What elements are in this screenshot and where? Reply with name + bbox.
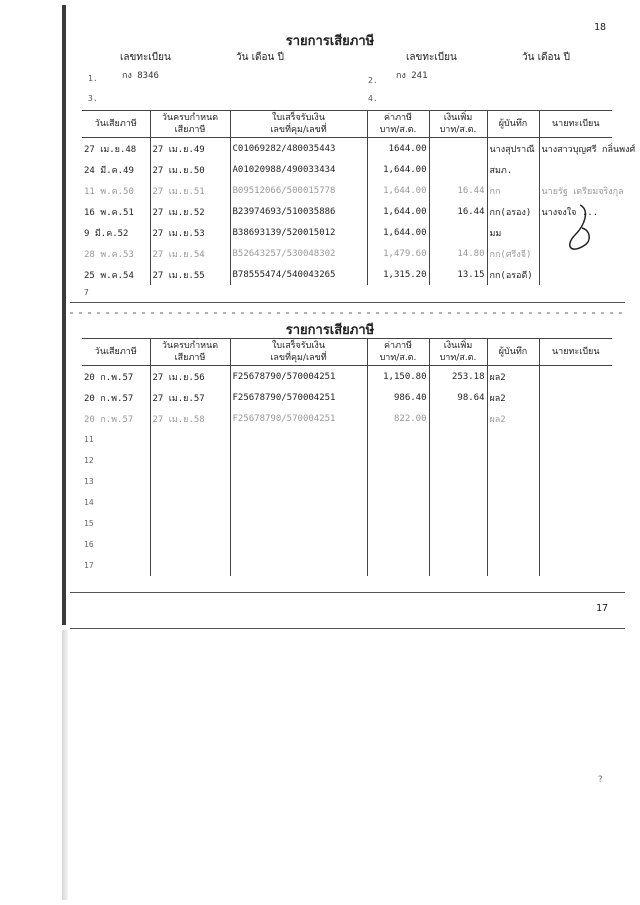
date-header-right: วัน เดือน ปี [522, 52, 570, 63]
table-row [82, 243, 612, 264]
tax-cell: 1,644.00 [367, 180, 429, 201]
line-number-3: 3. [88, 94, 98, 103]
registration-value-2: กง 241 [396, 71, 428, 81]
registration-header-left: เลขทะเบียน [120, 52, 171, 63]
tax-cell: 1,479.60 [367, 243, 429, 264]
registrar-cell [539, 159, 612, 180]
extra-cell [429, 534, 487, 555]
registrar-cell: นางจงใจ ... [541, 207, 599, 218]
due-date-cell [150, 429, 230, 450]
due-date-cell: 27 เม.ย.51 [150, 180, 230, 201]
table-row [82, 471, 612, 492]
tax-cell: 1,315.20 [367, 264, 429, 285]
recorder-cell [487, 555, 539, 576]
receipt-cell: F25678790/570004251 [230, 387, 367, 408]
receipt-cell [230, 429, 367, 450]
col-header-recorder: ผู้บันทึก [487, 339, 539, 366]
tax-cell: 1644.00 [367, 138, 429, 160]
col-header-recorder: ผู้บันทึก [487, 111, 539, 138]
table-row [82, 429, 612, 450]
extra-cell: 14.80 [429, 243, 487, 264]
date-header-left: วัน เดือน ปี [236, 52, 284, 63]
table-row [82, 387, 612, 408]
page-edge-line [70, 628, 625, 629]
registration-value-1: กง 8346 [122, 71, 159, 81]
extra-cell [429, 450, 487, 471]
tax-cell: 1,644.00 [367, 159, 429, 180]
table-header-row [82, 111, 612, 138]
table-row [82, 180, 612, 201]
paid-date-cell: 20 ก.พ.57 [82, 387, 150, 408]
tax-cell [367, 471, 429, 492]
recorder-cell: ผล2 [487, 387, 539, 408]
paid-date-cell: 27 เม.ย.48 [82, 138, 150, 160]
registrar-cell [539, 492, 612, 513]
recorder-cell: กก(อรอดี) [487, 264, 539, 285]
extra-cell [429, 408, 487, 429]
col-header-receipt: ใบเสร็จรับเงิน เลขที่คุม/เลขที่ [230, 111, 367, 138]
top-section-title: รายการเสียภาษี [285, 34, 375, 49]
receipt-cell: B52643257/530048302 [230, 243, 367, 264]
tax-cell: 986.40 [367, 387, 429, 408]
registrar-cell [539, 264, 612, 285]
table-row [82, 492, 612, 513]
recorder-cell [487, 450, 539, 471]
col-header-tax: ค่าภาษี บาท/ส.ต. [367, 339, 429, 366]
registrar-cell [539, 513, 612, 534]
extra-cell [429, 492, 487, 513]
recorder-cell [487, 534, 539, 555]
paid-date-cell: 11 พ.ค.50 [82, 180, 150, 201]
registration-header-right: เลขทะเบียน [406, 52, 457, 63]
col-header-tax: ค่าภาษี บาท/ส.ต. [367, 111, 429, 138]
receipt-cell [230, 492, 367, 513]
paid-date-cell: 25 พ.ค.54 [82, 264, 150, 285]
table-row [82, 408, 612, 429]
due-date-cell: 27 เม.ย.58 [150, 408, 230, 429]
receipt-cell [230, 450, 367, 471]
recorder-cell [487, 471, 539, 492]
table-row [82, 513, 612, 534]
tax-table-bottom [82, 338, 612, 576]
scan-border-left [62, 5, 66, 625]
due-date-cell: 27 เม.ย.57 [150, 387, 230, 408]
tax-cell [367, 492, 429, 513]
recorder-cell: มม [487, 222, 539, 243]
extra-cell [429, 159, 487, 180]
receipt-cell [230, 534, 367, 555]
registrar-cell [539, 555, 612, 576]
paid-date-cell: 16 พ.ค.51 [82, 201, 150, 222]
col-header-due-date: วันครบกำหนด เสียภาษี [150, 339, 230, 366]
paid-date-cell: 14 [82, 492, 150, 513]
paid-date-cell: 17 [82, 555, 150, 576]
registrar-cell [539, 408, 612, 429]
due-date-cell [150, 513, 230, 534]
tax-table-top [82, 110, 636, 285]
paid-date-cell: 9 มี.ค.52 [82, 222, 150, 243]
recorder-cell: กก(ศรีงจี) [487, 243, 539, 264]
table-row [82, 159, 612, 180]
receipt-cell: F25678790/570004251 [230, 366, 367, 388]
tax-cell [367, 555, 429, 576]
top-section-bottom-rule [70, 302, 625, 303]
extra-cell [429, 138, 487, 160]
receipt-cell: C01069282/480035443 [230, 138, 367, 160]
paid-date-cell: 20 ก.พ.57 [82, 408, 150, 429]
table-row [82, 138, 612, 160]
tax-cell [367, 429, 429, 450]
tax-cell: 1,150.80 [367, 366, 429, 388]
tax-cell: 1,644.00 [367, 222, 429, 243]
extra-cell [429, 429, 487, 450]
scan-speck: ? [598, 775, 603, 785]
section-divider [70, 308, 625, 318]
paid-date-cell: 11 [82, 429, 150, 450]
due-date-cell: 27 เม.ย.53 [150, 222, 230, 243]
line-number-4: 4. [368, 94, 378, 103]
paid-date-cell: 13 [82, 471, 150, 492]
recorder-cell: สมภ. [487, 159, 539, 180]
due-date-cell [150, 450, 230, 471]
recorder-cell [487, 492, 539, 513]
col-header-due-date: วันครบกำหนด เสียภาษี [150, 111, 230, 138]
registrar-cell [539, 534, 612, 555]
recorder-cell: กก(อรอง) [487, 201, 539, 222]
paid-date-cell: 20 ก.พ.57 [82, 366, 150, 388]
receipt-cell: B09512066/500015778 [230, 180, 367, 201]
due-date-cell [150, 471, 230, 492]
registrar-cell [539, 366, 612, 388]
col-header-extra: เงินเพิ่ม บาท/ส.ต. [429, 339, 487, 366]
extra-cell: 16.44 [429, 180, 487, 201]
paid-date-cell: 24 มี.ค.49 [82, 159, 150, 180]
registrar-cell [539, 471, 612, 492]
col-header-registrar: นายทะเบียน [539, 339, 612, 366]
registrar-cell [539, 387, 612, 408]
paid-date-cell: 12 [82, 450, 150, 471]
due-date-cell [150, 555, 230, 576]
col-header-registrar: นายทะเบียน [539, 111, 612, 138]
tax-cell [367, 534, 429, 555]
tax-cell: 1,644.00 [367, 201, 429, 222]
table-row [82, 366, 612, 388]
receipt-cell: B78555474/540043265 [230, 264, 367, 285]
line-number-1: 1. [88, 74, 98, 83]
recorder-cell: ผล2 [487, 408, 539, 429]
due-date-cell: 27 เม.ย.50 [150, 159, 230, 180]
recorder-cell: กก [487, 180, 539, 201]
extra-cell [429, 222, 487, 243]
table-row [82, 222, 612, 243]
receipt-cell: F25678790/570004251 [230, 408, 367, 429]
registrar-cell: นายรัฐ เตรียมจริงกุล [541, 186, 624, 197]
table-row [82, 450, 612, 471]
page-number-top: 18 [594, 22, 607, 33]
extra-cell [429, 555, 487, 576]
col-header-paid-date: วันเสียภาษี [82, 111, 150, 138]
receipt-cell [230, 513, 367, 534]
col-header-receipt: ใบเสร็จรับเงิน เลขที่คุม/เลขที่ [230, 339, 367, 366]
receipt-cell: A01020988/490033434 [230, 159, 367, 180]
line-number-2: 2. [368, 76, 378, 85]
paid-date-cell: 16 [82, 534, 150, 555]
table-row [82, 534, 612, 555]
receipt-cell [230, 555, 367, 576]
due-date-cell [150, 534, 230, 555]
paid-date-cell: 28 พ.ค.53 [82, 243, 150, 264]
extra-cell: 13.15 [429, 264, 487, 285]
tax-cell [367, 513, 429, 534]
due-date-cell: 27 เม.ย.56 [150, 366, 230, 388]
extra-cell [429, 513, 487, 534]
due-date-cell: 27 เม.ย.54 [150, 243, 230, 264]
extra-cell [429, 471, 487, 492]
registrar-cell [539, 429, 612, 450]
recorder-cell [487, 429, 539, 450]
table-row [82, 555, 612, 576]
recorder-cell: นางสุปราณี [487, 138, 539, 160]
table-header-row [82, 339, 612, 366]
col-header-extra: เงินเพิ่ม บาท/ส.ต. [429, 111, 487, 138]
col-header-paid-date: วันเสียภาษี [82, 339, 150, 366]
bottom-section-title: รายการเสียภาษี [285, 323, 375, 338]
scan-border-shadow [62, 630, 68, 900]
recorder-cell [487, 513, 539, 534]
recorder-cell: ผล2 [487, 366, 539, 388]
tax-cell [367, 450, 429, 471]
extra-cell: 98.64 [429, 387, 487, 408]
tax-cell: 822.00 [367, 408, 429, 429]
registrar-cell: นางสาวบุญศรี กลิ่นพงศ์ [541, 144, 636, 155]
table-row [82, 201, 612, 222]
receipt-cell: B23974693/510035886 [230, 201, 367, 222]
bottom-section-bottom-rule [70, 592, 625, 593]
due-date-cell: 27 เม.ย.55 [150, 264, 230, 285]
table-row [82, 264, 612, 285]
extra-cell: 253.18 [429, 366, 487, 388]
due-date-cell [150, 492, 230, 513]
extra-cell: 16.44 [429, 201, 487, 222]
due-date-cell: 27 เม.ย.49 [150, 138, 230, 160]
receipt-cell [230, 471, 367, 492]
line-number-7: 7 [84, 288, 89, 297]
registrar-cell [539, 450, 612, 471]
due-date-cell: 27 เม.ย.52 [150, 201, 230, 222]
signature-scribble [560, 200, 600, 255]
page-number-bottom: 17 [596, 603, 609, 614]
receipt-cell: B38693139/520015012 [230, 222, 367, 243]
paid-date-cell: 15 [82, 513, 150, 534]
